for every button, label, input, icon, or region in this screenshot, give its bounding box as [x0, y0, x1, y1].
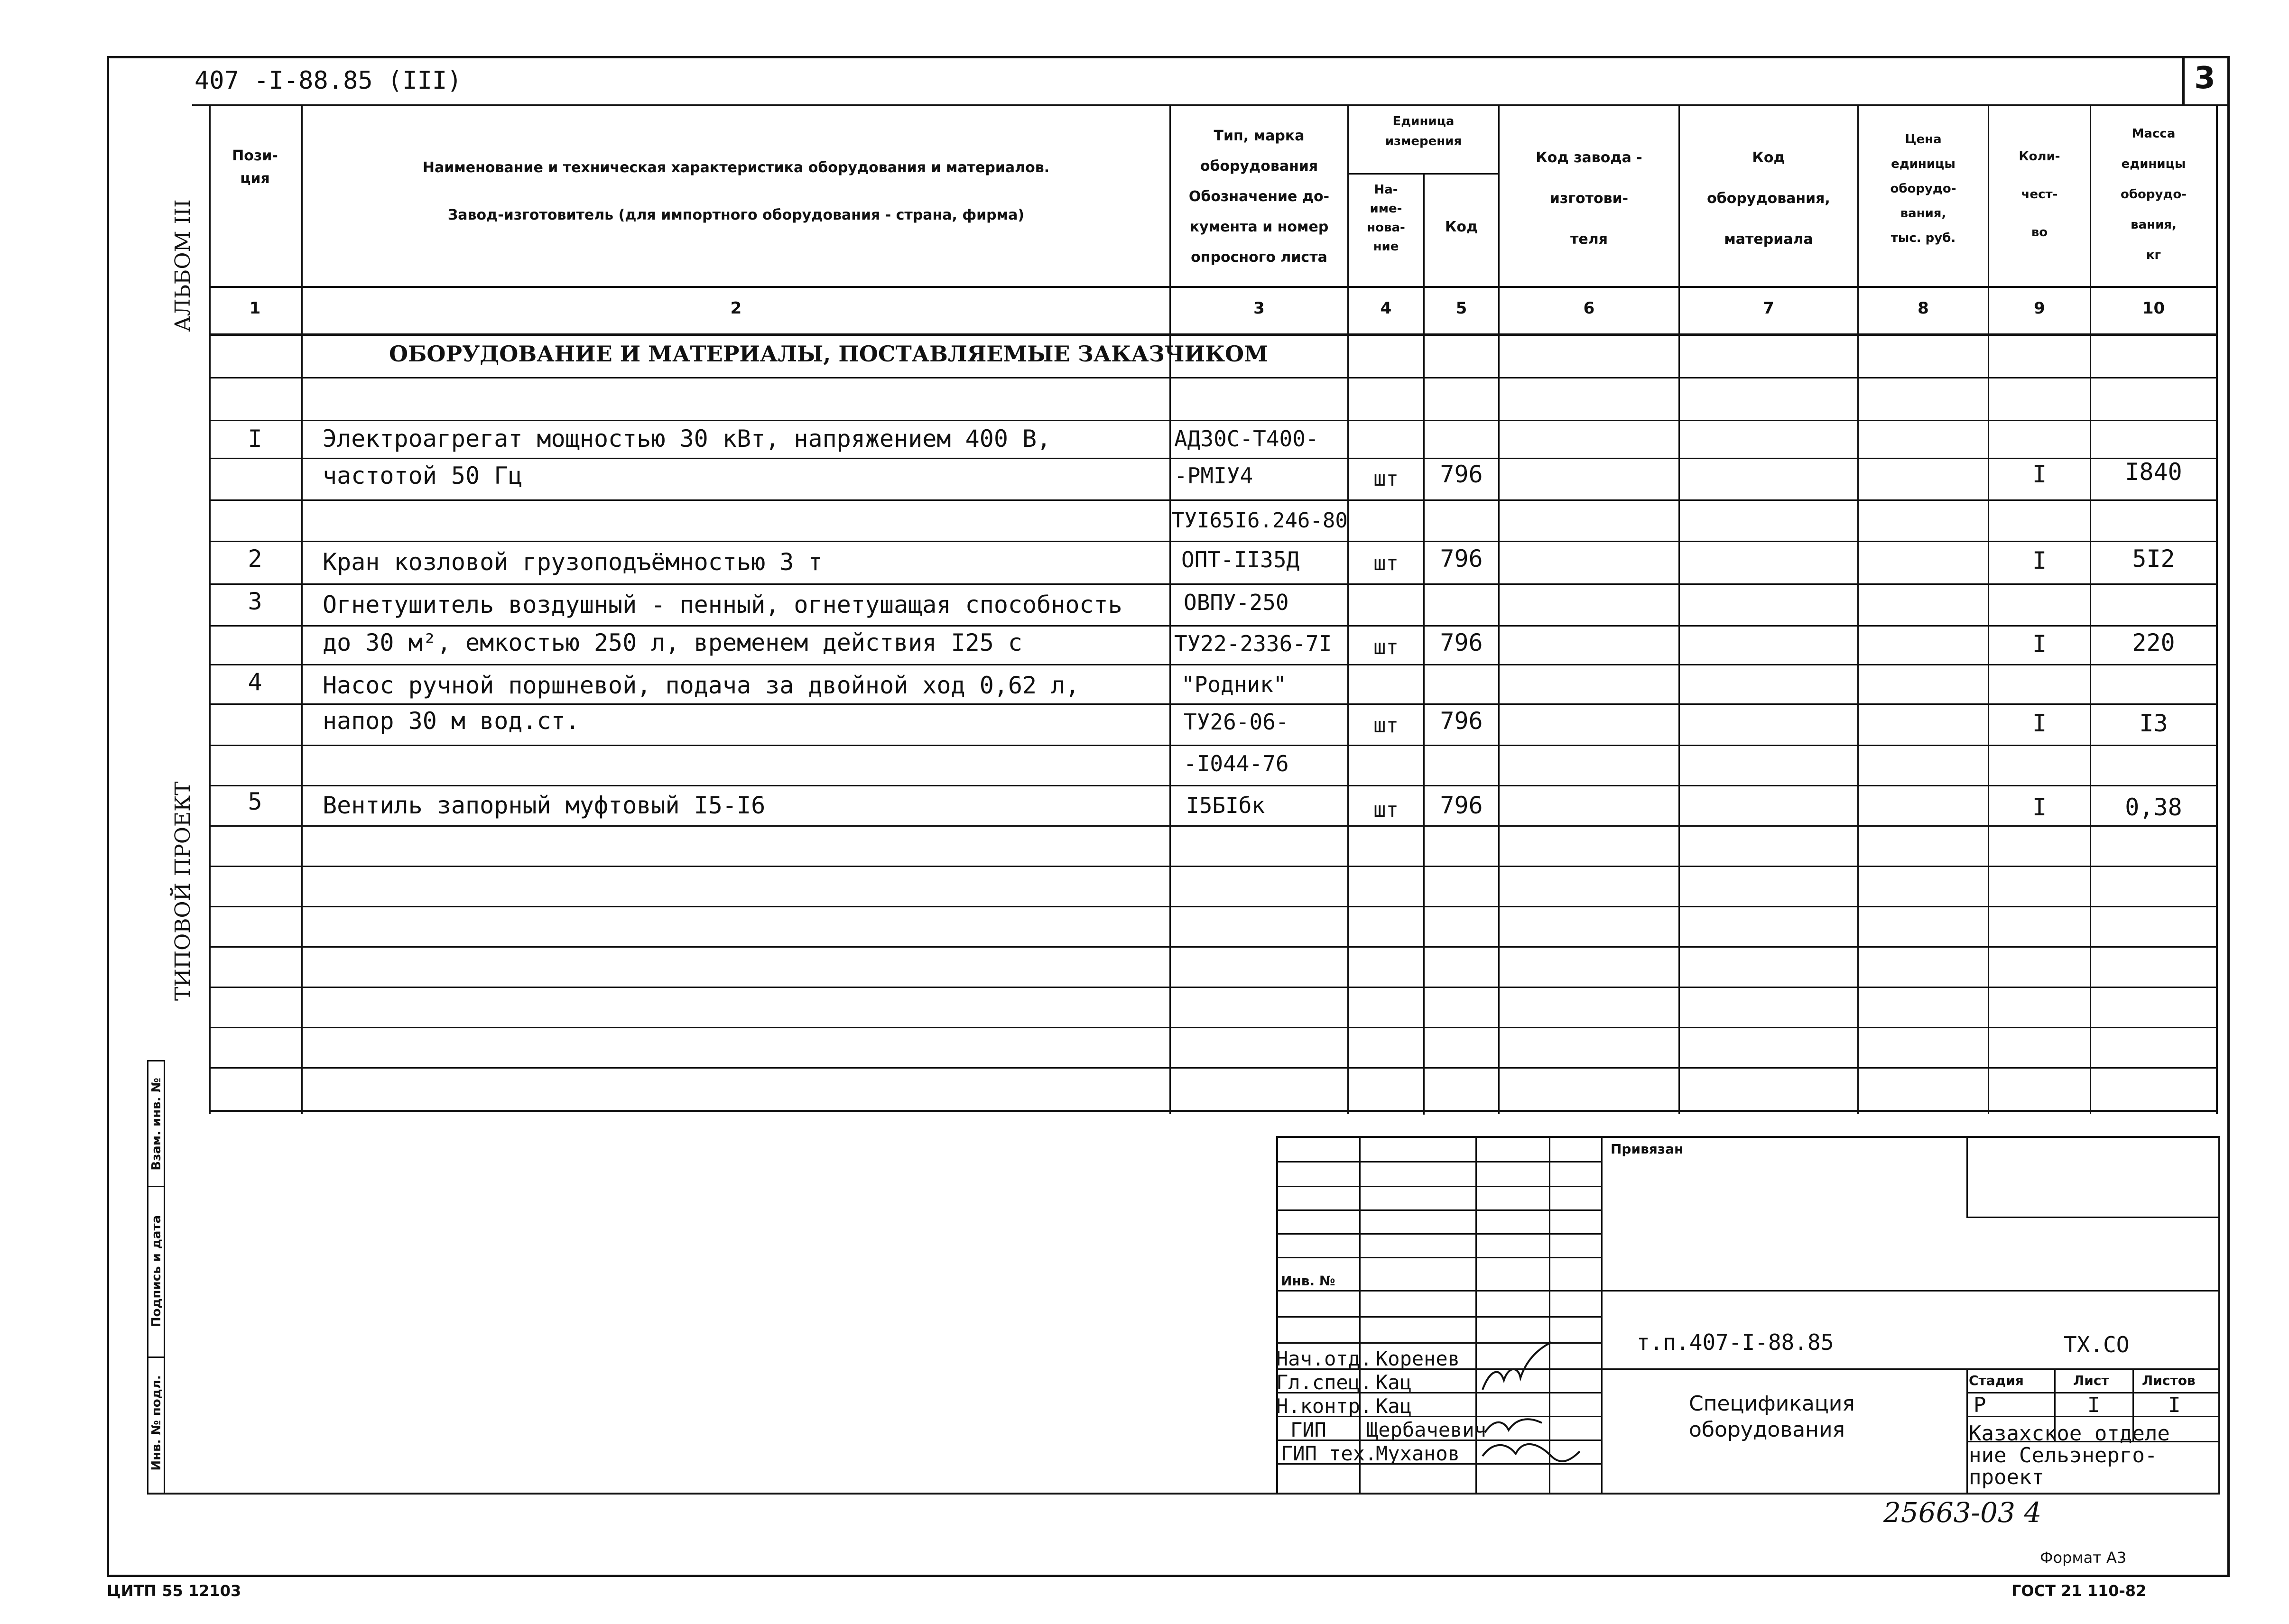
handwritten-number: 25663-03 4: [1883, 1496, 2042, 1529]
row-type: ТУ26-06-: [1184, 709, 1289, 735]
row-name: Насос ручной поршневой, подача за двойной ход 0,62 л,: [323, 672, 1080, 699]
tb-org-line2: ние Сельэнерго-: [1969, 1443, 2158, 1467]
row-unit-code: 796: [1440, 707, 1483, 735]
signatures-drawing: [1475, 1338, 1613, 1475]
row-name: Вентиль запорный муфтовый I5-I6: [323, 792, 766, 819]
row-type: ТУ22-2336-7I: [1174, 631, 1332, 656]
row-name: Кран козловой грузоподъёмностью 3 т: [323, 548, 823, 576]
row-quantity: I: [2032, 461, 2047, 488]
tb-top: [1276, 1136, 2220, 1138]
row-position: 3: [248, 588, 262, 615]
tb-person-name: Кац: [1376, 1394, 1412, 1418]
header-name-line2: Завод-изготовитель (для импортного оборудования - страна, фирма): [447, 207, 1025, 223]
row-line: [209, 583, 2218, 585]
tb-person-role: Гл.спец.: [1276, 1371, 1372, 1394]
header-mass: Масса единицы оборудо- вания, кг: [2120, 127, 2187, 262]
tb-privyazan-label: Привязан: [1611, 1141, 1684, 1157]
row-line: [209, 499, 2218, 501]
col-number-3: 3: [1253, 299, 1265, 318]
document-code: 407 -I-88.85 (III): [195, 66, 462, 95]
col-number-6: 6: [1583, 299, 1595, 318]
frame-right: [2227, 56, 2230, 1577]
tb-row: [1276, 1209, 1603, 1211]
header-price: Цена единицы оборудо- вания, тыс. руб.: [1890, 132, 1956, 245]
side-stamp-replaced: Взам. инв. №: [149, 1078, 164, 1171]
tb-person-role: ГИП: [1290, 1418, 1326, 1441]
row-line: [209, 664, 2218, 665]
row-unit-code: 796: [1440, 792, 1483, 819]
tb-person-name: Кац: [1376, 1371, 1412, 1394]
colnum-bottom: [209, 333, 2218, 336]
row-unit-code: 796: [1440, 461, 1483, 488]
row-unit: шт: [1373, 467, 1399, 491]
tb-sheet-label: Лист: [2073, 1373, 2109, 1388]
tb-person-name: Щербачевич: [1366, 1418, 1486, 1441]
row-position: 5: [248, 788, 262, 815]
row-quantity: I: [2032, 547, 2047, 574]
header-factory-code: Код завода - изготови- теля: [1536, 149, 1642, 248]
col-line-3: [1347, 106, 1349, 1114]
row-position: I: [248, 425, 262, 452]
tb-inv-no-label: Инв. №: [1281, 1273, 1335, 1289]
row-mass: 0,38: [2125, 794, 2182, 821]
tb-mark: ТХ.СО: [2064, 1332, 2130, 1357]
row-line: [209, 987, 2218, 988]
row-line: [209, 377, 2218, 378]
col-number-7: 7: [1763, 299, 1774, 318]
row-type: ОВПУ-250: [1184, 590, 1289, 615]
row-line: [209, 785, 2218, 786]
tb-sheets-value: I: [2168, 1393, 2181, 1417]
col-number-2: 2: [730, 299, 742, 318]
row-mass: 220: [2132, 629, 2175, 656]
row-type: АД30С-Т400-: [1174, 426, 1319, 452]
row-unit-code: 796: [1440, 629, 1483, 656]
row-line: [209, 458, 2218, 459]
row-unit: шт: [1373, 713, 1399, 738]
row-line: [209, 946, 2218, 948]
tb-sheet-value: I: [2087, 1393, 2100, 1417]
row-type: ТУI65I6.246-80: [1172, 508, 1348, 533]
row-type: I5БIбк: [1186, 793, 1265, 818]
tb-stage-block-left: [1966, 1368, 1968, 1494]
frame-top: [107, 56, 2230, 58]
header-unit-code: Код: [1445, 219, 1478, 235]
table-bottom: [209, 1110, 2218, 1112]
header-unit-group: Единица измерения: [1385, 114, 1462, 148]
tb-row: [1276, 1257, 1603, 1258]
header-position: Пози- ция: [232, 148, 278, 187]
row-line: [209, 703, 2218, 705]
row-unit: шт: [1373, 798, 1399, 822]
row-type: -I044-76: [1184, 751, 1289, 776]
tb-row: [1276, 1316, 1603, 1318]
tb-row: [1276, 1233, 1603, 1235]
header-unit-name: На- име- нова- ние: [1367, 183, 1405, 254]
row-quantity: I: [2032, 630, 2047, 658]
tb-row: [1276, 1186, 1603, 1187]
row-quantity: I: [2032, 794, 2047, 821]
tb-person-name: Муханов: [1376, 1442, 1460, 1465]
header-quantity: Коли- чест- во: [2019, 149, 2060, 240]
row-line: [209, 1067, 2218, 1069]
row-type: -РМIУ4: [1174, 463, 1253, 489]
col-number-5: 5: [1455, 299, 1467, 318]
tb-row: [1276, 1161, 1603, 1163]
header-bottom: [209, 286, 2218, 288]
side-stamp-signature: Подпись и дата: [149, 1215, 164, 1328]
row-line: [209, 745, 2218, 746]
tb-row: [1276, 1290, 2220, 1292]
row-mass: 5I2: [2132, 545, 2175, 572]
row-mass: I840: [2125, 458, 2182, 486]
tb-stage-value: Р: [1974, 1393, 1986, 1417]
tb-person-name: Коренев: [1376, 1347, 1460, 1370]
col-line-8: [1988, 106, 1989, 1114]
tb-sheets-label: Листов: [2142, 1373, 2196, 1388]
row-line: [209, 906, 2218, 907]
col-line-7: [1857, 106, 1859, 1114]
tb-privyazan-bottom: [1966, 1217, 2220, 1218]
tb-title-line1: Спецификация: [1689, 1392, 1855, 1416]
frame-bottom: [107, 1575, 2230, 1577]
col-number-10: 10: [2142, 299, 2165, 318]
row-name: до 30 м², емкостью 250 л, временем действия I25 с: [323, 629, 1023, 656]
row-line: [209, 625, 2218, 627]
side-stamp-inv-no: Инв. № подл.: [149, 1375, 164, 1471]
row-line: [209, 1027, 2218, 1028]
tb-stage-label: Стадия: [1969, 1373, 2024, 1388]
album-label: АЛЬБОМ III: [171, 199, 195, 332]
tb-person-role: Нач.отд.: [1276, 1347, 1372, 1370]
row-position: 2: [248, 545, 262, 572]
row-unit: шт: [1373, 551, 1399, 575]
row-unit: шт: [1373, 635, 1399, 659]
tb-right: [2218, 1136, 2220, 1494]
sheet-corner-number: 3: [2194, 61, 2215, 96]
col-number-8: 8: [1918, 299, 1929, 318]
footer-standard: ГОСТ 21 110-82: [2011, 1582, 2147, 1600]
header-name-line1: Наименование и техническая характеристика оборудования и материалов.: [422, 159, 1050, 176]
col-line-1: [301, 106, 303, 1114]
side-stamp-mid: [164, 1060, 165, 1494]
tb-privyazan-div: [1966, 1136, 1968, 1217]
tb-title-line2: оборудования: [1689, 1418, 1845, 1442]
row-name: частотой 50 Гц: [323, 462, 523, 489]
row-type: "Родник": [1181, 672, 1287, 697]
header-equipment-code: Код оборудования, материала: [1707, 149, 1830, 248]
col-number-9: 9: [2034, 299, 2045, 318]
code-underline: [192, 104, 2227, 106]
row-position: 4: [248, 668, 262, 696]
tb-person-role: Н.контр.: [1276, 1394, 1372, 1418]
side-stamp-bottom: [147, 1493, 2220, 1495]
footer-left-code: ЦИТП 55 12103: [107, 1582, 241, 1600]
section-title: ОБОРУДОВАНИЕ И МАТЕРИАЛЫ, ПОСТАВЛЯЕМЫЕ ЗАКАЗЧИКОМ: [389, 341, 1269, 367]
row-name: напор 30 м вод.ст.: [323, 707, 580, 735]
row-name: Электроагрегат мощностью 30 кВт, напряжением 400 В,: [323, 425, 1051, 452]
row-unit-code: 796: [1440, 545, 1483, 572]
side-stamp-left: [147, 1060, 148, 1494]
tb-person-role: ГИП тех.: [1281, 1442, 1377, 1465]
header-type: Тип, марка оборудования Обозначение до- кумента и номер опросного листа: [1188, 128, 1330, 266]
table-right: [2216, 106, 2218, 1114]
format-label: Формат А3: [2040, 1549, 2127, 1567]
row-line: [209, 420, 2218, 421]
col-number-1: 1: [249, 299, 261, 318]
row-quantity: I: [2032, 710, 2047, 737]
frame-left: [107, 56, 109, 1577]
row-name: Огнетушитель воздушный - пенный, огнетушащая способность: [323, 591, 1122, 618]
row-line: [209, 866, 2218, 867]
tb-doc-code: т.п.407-I-88.85: [1637, 1329, 1834, 1355]
tb-org-line3: проект: [1969, 1465, 2044, 1489]
row-mass: I3: [2139, 710, 2168, 737]
project-label: ТИПОВОЙ ПРОЕКТ: [171, 781, 195, 1001]
col-number-4: 4: [1380, 299, 1392, 318]
row-line: [209, 541, 2218, 542]
row-line: [209, 825, 2218, 827]
row-type: ОПТ-II35Д: [1181, 547, 1300, 572]
tb-org-line1: Казахское отделе: [1969, 1421, 2170, 1446]
